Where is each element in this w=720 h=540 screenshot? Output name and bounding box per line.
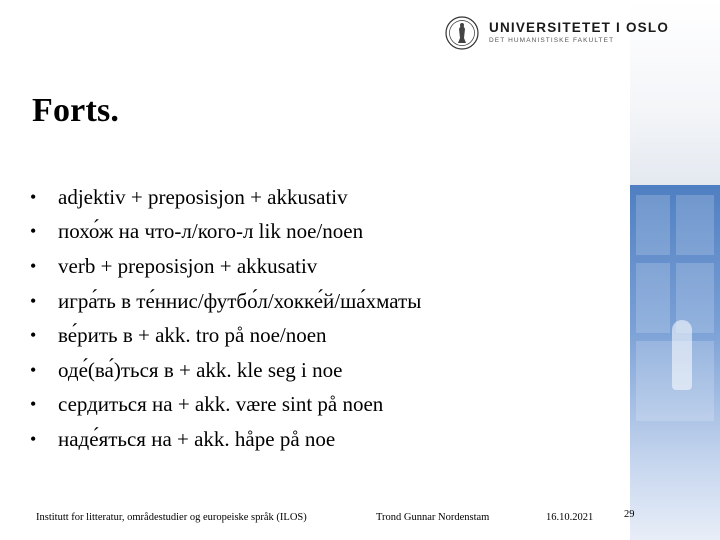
bullet-dot: • [30,186,37,207]
bullet-dot: • [30,290,37,311]
list-item [30,249,630,284]
decorative-side-image [630,0,720,540]
list-item [30,388,630,423]
list-item-text: оде́(ва́)ться в + akk. kle seg i noe [58,357,343,382]
bullet-dot: • [30,255,37,276]
page-number: 29 [624,509,635,520]
list-item-text: ве́рить в + akk. tro på noe/noen [58,323,327,348]
footer-date: 16.10.2021 [546,512,594,523]
university-name: UNIVERSITETET I OSLO [489,20,670,35]
university-seal-icon [445,16,479,50]
slide-title: Forts. [32,92,120,129]
bullet-dot: • [30,221,37,242]
bullet-dot: • [30,325,37,346]
footer-institute: Institutt for litteratur, områdestudier og europeiske språk (ILOS) [36,512,307,523]
faculty-name: DET HUMANISTISKE FAKULTET [489,37,615,44]
bullet-dot: • [30,359,37,380]
decorative-figure [672,320,692,390]
list-item [30,318,630,353]
bullet-dot: • [30,394,37,415]
list-item-text: adjektiv + preposisjon + akkusativ [58,184,348,209]
list-item [30,284,630,319]
list-item-text: сердиться на + akk. være sint på noen [58,392,384,417]
university-logo [445,16,669,50]
footer-author: Trond Gunnar Nordenstam [376,512,490,523]
list-item-text: игра́ть в те́ннис/футбо́л/хокке́й/ша́хматы [58,288,422,313]
list-item-text: verb + preposisjon + akkusativ [58,253,318,278]
list-item-text: наде́яться на + akk. håpe på noe [58,426,336,451]
list-item [30,180,630,215]
list-item [30,353,630,388]
bullet-list [30,180,630,457]
list-item [30,422,630,457]
list-item [30,215,630,250]
bullet-dot: • [30,428,37,449]
list-item-text: похо́ж на что-л/кого-л lik noe/noen [58,219,364,244]
